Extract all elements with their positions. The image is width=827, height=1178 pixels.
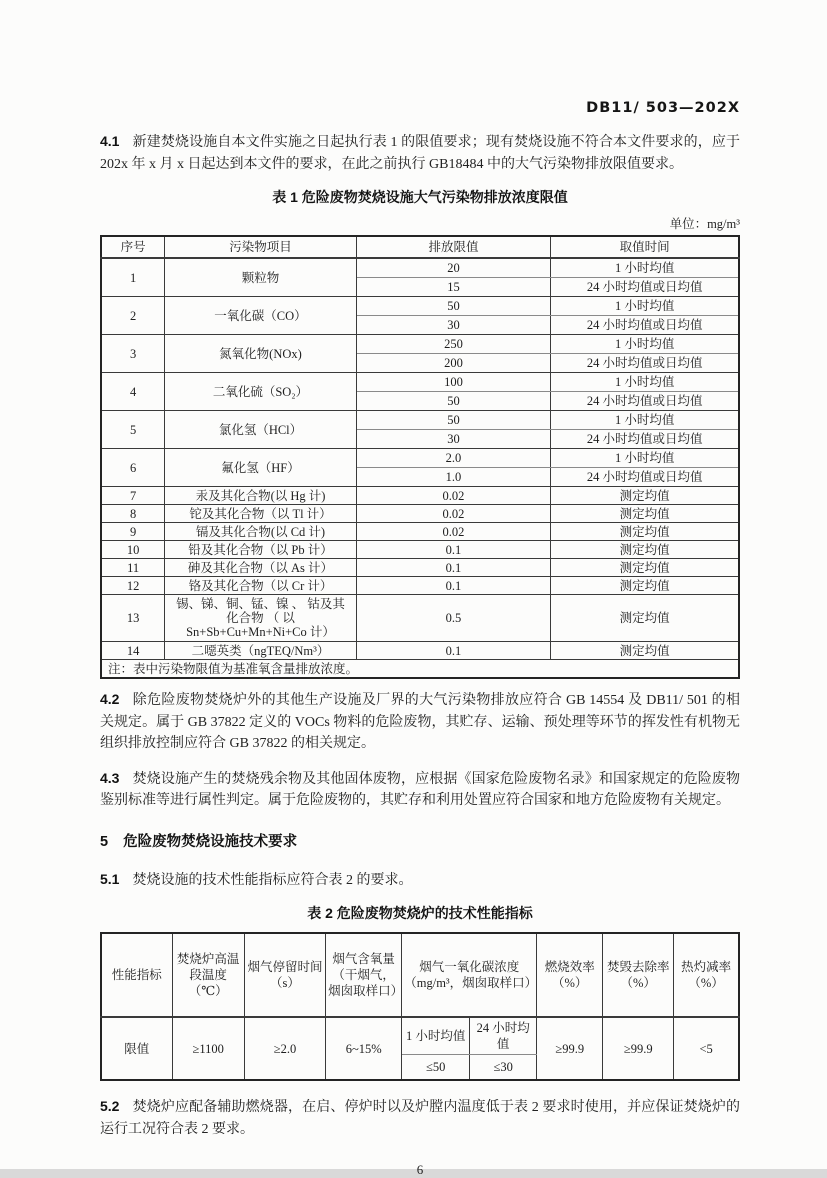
cell-time: 1 小时均值: [551, 297, 739, 316]
clause-text: 除危险废物焚烧炉外的其他生产设施及厂界的大气污染物排放应符合 GB 14554 及 DB11/ 501 的相关规定。属于 GB 37822 定义的 VOCs 物料的危险废物，其贮存、运输、预处理等环节的挥发性有机物无组织排放控制应符合 GB 37822 的相关规定。: [100, 693, 740, 751]
table1-title: 表 1 危险废物焚烧设施大气污染物排放浓度限值: [272, 189, 568, 205]
cell-pollutant: 氯化氢（HCl）: [165, 411, 356, 449]
table-row: [101, 523, 739, 541]
page-number: 6: [416, 1162, 424, 1177]
cell-time: 测定均值: [551, 577, 739, 595]
table-row: [101, 595, 739, 642]
cell-time: 24 小时均值或日均值: [551, 316, 739, 335]
cell-no: 14: [101, 642, 165, 660]
table-row: [101, 335, 739, 354]
cell-time: 测定均值: [551, 595, 739, 642]
table-row: [101, 297, 739, 316]
clause-text: 新建焚烧设施自本文件实施之日起执行表 1 的限值要求；现有焚烧设施不符合本文件要求的，应于 202x 年 x 月 x 日起达到本文件的要求，在此之前执行 GB18484 中的大气污染物排放限值要求。: [100, 135, 740, 172]
cell-pollutant: 汞及其化合物(以 Hg 计): [165, 487, 356, 505]
cell-time: 测定均值: [551, 505, 739, 523]
table-row: [101, 487, 739, 505]
cell-time: 测定均值: [551, 541, 739, 559]
cell-limit: 50: [356, 392, 551, 411]
cell-limit: 0.02: [356, 523, 551, 541]
cell-limit: 250: [356, 335, 551, 354]
cell-limit: 2.0: [356, 449, 551, 468]
clause-4-2: [100, 689, 740, 755]
cell-limit: 20: [356, 258, 551, 278]
clause-4-3: [100, 768, 740, 812]
cell-pollutant: 一氧化碳（CO）: [165, 297, 356, 335]
cell-no: 5: [101, 411, 165, 449]
cell-co-24h-value: ≤30: [470, 1055, 537, 1081]
cell-time: 1 小时均值: [551, 411, 739, 430]
cell-time: 24 小时均值或日均值: [551, 392, 739, 411]
table-row: [101, 541, 739, 559]
cell-dre: ≥99.9: [603, 1017, 674, 1080]
cell-limit: 0.1: [356, 642, 551, 660]
cell-temperature: ≥1100: [172, 1017, 244, 1080]
cell-no: 7: [101, 487, 165, 505]
cell-pollutant: 镉及其化合物(以 Cd 计): [165, 523, 356, 541]
cell-limit: 0.1: [356, 541, 551, 559]
col-header-temperature: 焚烧炉高温段温度（℃）: [172, 933, 244, 1017]
clause-number: 5.2: [100, 1098, 120, 1114]
cell-no: 6: [101, 449, 165, 487]
col-header-co-concentration: 烟气一氧化碳浓度（mg/m³，烟囱取样口）: [402, 933, 537, 1017]
table-row: [101, 449, 739, 468]
cell-pollutant: 二噁英类（ngTEQ/Nm³）: [165, 642, 356, 660]
table-row: [101, 1017, 739, 1055]
cell-no: 4: [101, 373, 165, 411]
table-row: [101, 642, 739, 660]
cell-loi: <5: [674, 1017, 739, 1080]
cell-pollutant: 铬及其化合物（以 Cr 计）: [165, 577, 356, 595]
clause-5-2: [100, 1096, 740, 1140]
section-title: 危险废物焚烧设施技术要求: [123, 833, 298, 850]
cell-pollutant: 颗粒物: [165, 258, 356, 297]
cell-time: 24 小时均值或日均值: [551, 278, 739, 297]
cell-row-label: 限值: [101, 1017, 172, 1080]
cell-limit: 30: [356, 316, 551, 335]
table2-performance-indicators: [100, 932, 740, 1081]
cell-pollutant: 铅及其化合物（以 Pb 计）: [165, 541, 356, 559]
cell-time: 1 小时均值: [551, 335, 739, 354]
cell-pollutant: 铊及其化合物（以 Tl 计）: [165, 505, 356, 523]
table-row: [101, 373, 739, 392]
cell-limit: 0.1: [356, 559, 551, 577]
cell-no: 9: [101, 523, 165, 541]
clause-number: 4.3: [100, 769, 120, 786]
table1-note: 注：表中污染物限值为基准氧含量排放浓度。: [101, 660, 739, 679]
col-header-no: 序号: [101, 236, 165, 258]
cell-limit: 0.02: [356, 487, 551, 505]
col-header-indicator: 性能指标: [101, 933, 172, 1017]
cell-no: 12: [101, 577, 165, 595]
col-header-combustion-efficiency: 燃烧效率（%）: [537, 933, 603, 1017]
cell-pollutant: 氮氧化物(NOx): [165, 335, 356, 373]
cell-time: 1 小时均值: [551, 373, 739, 392]
table1-emission-limits: [100, 235, 740, 679]
cell-limit: 1.0: [356, 468, 551, 487]
cell-pollutant: 氟化氢（HF）: [165, 449, 356, 487]
cell-no: 1: [101, 258, 165, 297]
table1-unit: 单位：mg/m³: [669, 217, 740, 231]
col-header-dre: 焚毁去除率（%）: [603, 933, 674, 1017]
cell-oxygen: 6~15%: [326, 1017, 402, 1080]
cell-no: 2: [101, 297, 165, 335]
cell-time: 1 小时均值: [551, 258, 739, 278]
cell-time: 测定均值: [551, 642, 739, 660]
clause-number: 4.1: [100, 133, 120, 149]
col-header-loi: 热灼减率（%）: [674, 933, 739, 1017]
cell-limit: 0.5: [356, 595, 551, 642]
cell-pollutant: 砷及其化合物（以 As 计）: [165, 559, 356, 577]
table-row: [101, 577, 739, 595]
table-row: [101, 411, 739, 430]
cell-combustion-efficiency: ≥99.9: [537, 1017, 603, 1080]
cell-co-1h-value: ≤50: [402, 1055, 470, 1081]
table1-header-row: [101, 236, 739, 258]
cell-limit: 50: [356, 297, 551, 316]
col-header-limit: 排放限值: [356, 236, 551, 258]
cell-no: 10: [101, 541, 165, 559]
cell-no: 3: [101, 335, 165, 373]
table1-note-row: [101, 660, 739, 679]
cell-co-24h-label: 24 小时均值: [470, 1017, 537, 1055]
col-header-pollutant: 污染物项目: [165, 236, 356, 258]
doc-code: DB11/ 503—202X: [586, 100, 740, 116]
clause-4-1: [100, 131, 740, 175]
cell-time: 测定均值: [551, 559, 739, 577]
section-5-heading: [100, 833, 740, 852]
cell-limit: 15: [356, 278, 551, 297]
cell-time: 24 小时均值或日均值: [551, 430, 739, 449]
cell-no: 11: [101, 559, 165, 577]
cell-limit: 100: [356, 373, 551, 392]
table-row: [101, 505, 739, 523]
cell-time: 24 小时均值或日均值: [551, 468, 739, 487]
cell-time: 测定均值: [551, 487, 739, 505]
clause-text: 焚烧设施产生的焚烧残余物及其他固体废物，应根据《国家危险废物名录》和国家规定的危险废物鉴别标准等进行属性判定。属于危险废物的，其贮存和利用处置应符合国家和地方危险废物有关规定。: [100, 771, 740, 808]
clause-text: 焚烧炉应配备辅助燃烧器，在启、停炉时以及炉膛内温度低于表 2 要求时使用，并应保证焚烧炉的运行工况符合表 2 要求。: [100, 1100, 740, 1137]
cell-time: 1 小时均值: [551, 449, 739, 468]
cell-pollutant: 二氧化硫（SO₂）: [165, 373, 356, 411]
col-header-time: 取值时间: [551, 236, 739, 258]
table2-title: 表 2 危险废物焚烧炉的技术性能指标: [307, 905, 533, 921]
clause-number: 4.2: [100, 691, 120, 707]
cell-co-1h-label: 1 小时均值: [402, 1017, 470, 1055]
cell-limit: 50: [356, 411, 551, 430]
clause-5-1: [100, 869, 740, 892]
section-number: 5: [100, 833, 109, 850]
table-row: [101, 258, 739, 278]
col-header-oxygen: 烟气含氧量（干烟气，烟囱取样口）: [326, 933, 402, 1017]
clause-number: 5.1: [100, 870, 120, 887]
cell-no: 13: [101, 595, 165, 642]
cell-no: 8: [101, 505, 165, 523]
col-header-residence-time: 烟气停留时间（s）: [244, 933, 325, 1017]
table-row: [101, 559, 739, 577]
cell-residence-time: ≥2.0: [244, 1017, 325, 1080]
cell-limit: 0.02: [356, 505, 551, 523]
cell-limit: 30: [356, 430, 551, 449]
cell-time: 24 小时均值或日均值: [551, 354, 739, 373]
cell-time: 测定均值: [551, 523, 739, 541]
table2-header-row: [101, 933, 739, 1017]
cell-limit: 0.1: [356, 577, 551, 595]
cell-pollutant: 锡、锑、铜、锰、镍 、 钴及其化合物 （ 以 Sn+Sb+Cu+Mn+Ni+Co 计）: [165, 595, 356, 642]
cell-limit: 200: [356, 354, 551, 373]
clause-text: 焚烧设施的技术性能指标应符合表 2 的要求。: [132, 872, 413, 888]
